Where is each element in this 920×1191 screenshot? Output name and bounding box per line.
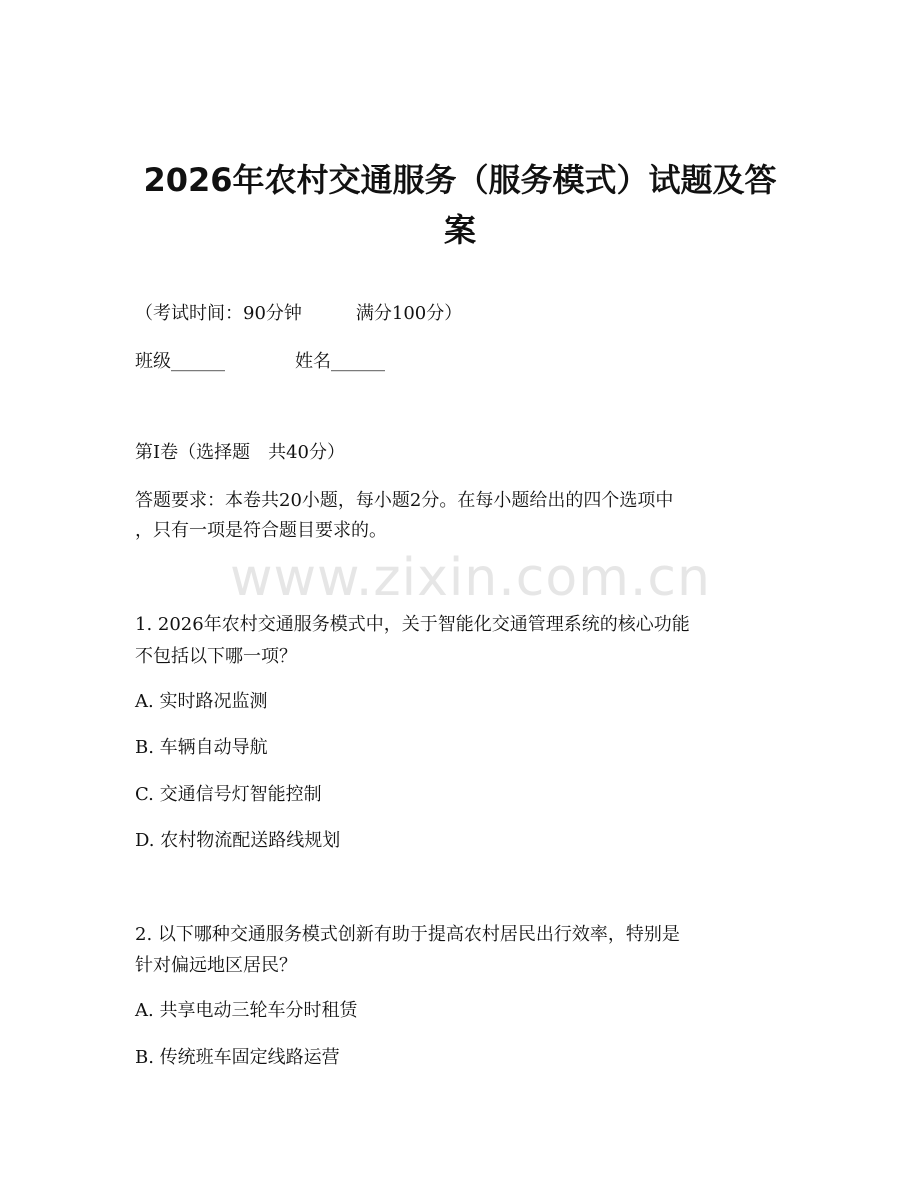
- question-1-stem-line-2: 不包括以下哪一项？: [135, 646, 297, 667]
- question-2-option-a: A. 共享电动三轮车分时租赁: [135, 1000, 358, 1021]
- section-instructions-line-2: ，只有一项是符合题目要求的。: [135, 520, 387, 541]
- document-title-line-2: 案: [443, 211, 476, 249]
- watermark: www.zixin.com.cn: [230, 548, 711, 608]
- question-2-stem-line-2: 针对偏远地区居民？: [135, 955, 297, 976]
- document-title-line-1: 2026年农村交通服务（服务模式）试题及答: [143, 161, 777, 199]
- question-1-option-b: B. 车辆自动导航: [135, 737, 268, 758]
- question-1-option-a: A. 实时路况监测: [135, 691, 268, 712]
- class-field: 班级______: [135, 351, 225, 372]
- question-1-option-d: D. 农村物流配送路线规划: [135, 830, 341, 851]
- name-field: 姓名______: [295, 351, 385, 372]
- section-instructions-line-1: 答题要求：本卷共20小题，每小题2分。在每小题给出的四个选项中: [135, 490, 674, 511]
- section-heading: 第I卷（选择题 共40分）: [135, 442, 346, 463]
- exam-info: （考试时间：90分钟 满分100分）: [135, 303, 463, 324]
- question-2-stem-line-1: 2. 以下哪种交通服务模式创新有助于提高农村居民出行效率，特别是: [135, 924, 680, 945]
- question-2-option-b: B. 传统班车固定线路运营: [135, 1047, 340, 1068]
- question-1-stem-line-1: 1. 2026年农村交通服务模式中，关于智能化交通管理系统的核心功能: [135, 614, 690, 635]
- question-1-option-c: C. 交通信号灯智能控制: [135, 784, 322, 805]
